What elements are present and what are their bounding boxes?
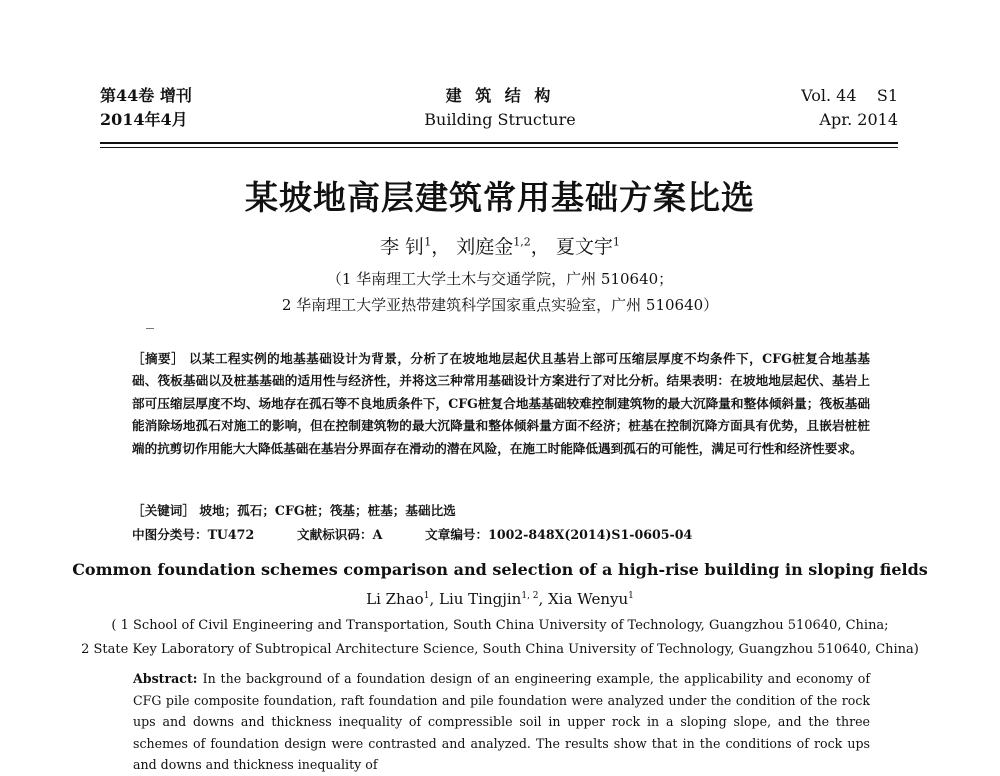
doc-code-label: 文献标识码： [297, 527, 373, 542]
doc-code-value: A [372, 527, 383, 542]
keywords-label: ［关键词］ [132, 503, 195, 518]
author-affil-sup: 1 [612, 235, 620, 249]
classification-line [132, 524, 692, 543]
clc-label: 中图分类号： [132, 527, 208, 542]
author-name-en: Xia Wenyu [548, 590, 629, 608]
affiliation-en-line-1: ( 1 School of Civil Engineering and Transportation, South China University of Technology, Guangzhou 510640, China; [111, 618, 889, 633]
keywords-cn [132, 500, 456, 519]
clc-value: TU472 [207, 527, 255, 542]
affiliation-en-line-2: 2 State Key Laboratory of Subtropical Architecture Science, South China University of Technology, Guangzhou 510640, China) [81, 642, 919, 657]
abstract-text-cn: 以某工程实例的地基基础设计为背景，分析了在坡地地层起伏且基岩上部可压缩层厚度不均条件下，CFG桩复合地基基础、筏板基础以及桩基基础的适用性与经济性，并将这三种常用基础设计方案进行了对比分析。结果表明：在坡地地层起伏、基岩上部可压缩层厚度不均、场地存在孤石等不良地质条件下，CFG桩复合地基基础较难控制建筑物的最大沉降量和整体倾斜量；筏板基础能消除场地孤石对施工的影响，但在控制建筑物的最大沉降量和整体倾斜量方面不经济；桩基在控制沉降方面具有优势，且嵌岩桩桩端的抗剪切作用能大大降低基础在基岩分界面存在滑动的潜在风险，在施工时能降低遇到孤石的可能性，满足可行性和经济性要求。 [132, 351, 870, 456]
author-affil-sup-en: 1, 2 [521, 591, 539, 601]
paper-title-en: Common foundation schemes comparison and selection of a high-rise building in sloping fields [72, 560, 928, 579]
author-name: 刘庭金 [456, 236, 514, 258]
volume-issue-en: Vol. 44 S1 [801, 86, 898, 105]
abstract-label-cn: ［摘要］ [132, 351, 185, 366]
header-rule-thick [100, 142, 898, 144]
article-number-label: 文章编号： [425, 527, 489, 542]
author-affil-sup: 1 [424, 235, 432, 249]
author-name-en: Li Zhao [366, 590, 424, 608]
author-affil-sup: 1,2 [513, 235, 531, 249]
stray-mark [146, 328, 154, 329]
journal-name-cn: 建 筑 结 构 [445, 86, 555, 105]
abstract-text-en: In the background of a foundation design of an engineering example, the applicability and economy of CFG pile composite foundation, raft foundation and pile foundation were analyzed under the condition of the rock ups and downs and thickness inequality of compressible soil in upper rock in a sloping slope, and the three schemes of foundation design were contrasted and analyzed. The results show that in the conditions of rock ups and downs and thickness inequality of [133, 671, 871, 772]
author-name: 夏文宇 [555, 236, 613, 258]
affiliation-line-1: （1 华南理工大学土木与交通学院，广州 510640； [326, 270, 674, 288]
keywords-text: 坡地；孤石；CFG桩；筏基；桩基；基础比选 [199, 503, 456, 518]
journal-date: 2014年4月 [100, 110, 188, 129]
abstract-label-en: Abstract: [133, 671, 198, 686]
author-name-en: Liu Tingjin [438, 590, 522, 608]
header-rule-thin [100, 147, 898, 148]
author-affil-sup-en: 1 [628, 591, 634, 601]
abstract-en [133, 668, 870, 776]
journal-name-en: Building Structure [424, 110, 576, 129]
journal-volume: 第44卷 增刊 [100, 86, 192, 105]
paper-title-cn: 某坡地高层建筑常用基础方案比选 [245, 178, 755, 217]
author-affil-sup-en: 1 [423, 591, 430, 601]
article-number-value: 1002-848X(2014)S1-0605-04 [488, 527, 693, 542]
affiliation-line-2: 2 华南理工大学亚热带建筑科学国家重点实验室，广州 510640） [281, 296, 719, 314]
author-separator: ， [530, 236, 550, 258]
author-separator: ， [431, 236, 451, 258]
author-list-en: Li Zhao$^1$, Liu Tingjin$^{1, 2}$, Xia Wenyu$^1$ [366, 590, 634, 608]
abstract-cn [132, 348, 870, 460]
author-name: 李 钊 [380, 236, 425, 258]
author-list-cn [0, 232, 1000, 259]
date-en: Apr. 2014 [819, 110, 898, 129]
